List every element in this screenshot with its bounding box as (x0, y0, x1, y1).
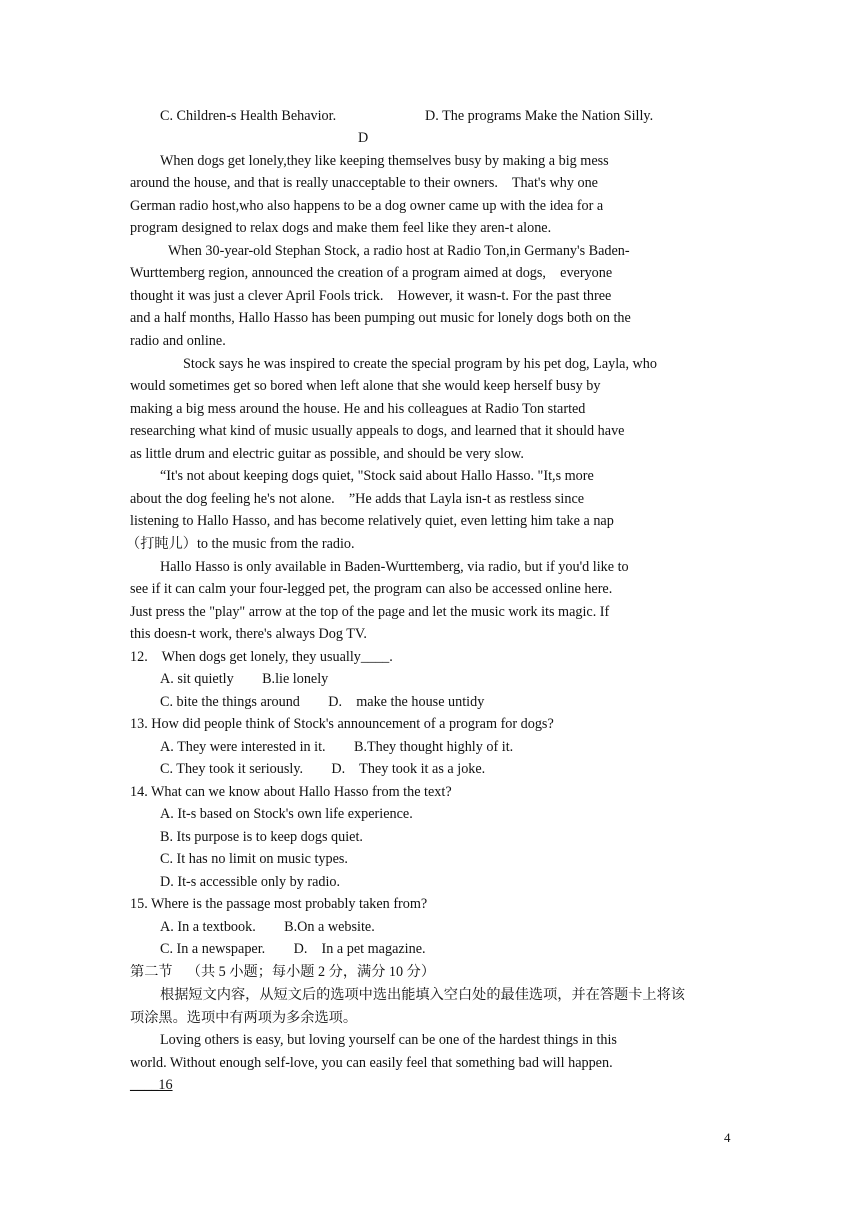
question-14-option: C. It has no limit on music types. (160, 851, 348, 867)
passage-line: When dogs get lonely,they like keeping themselves busy by making a big mess (160, 153, 609, 169)
passage-line: around the house, and that is really unacceptable to their owners. That's why one (130, 175, 598, 191)
passage-line: When 30-year-old Stephan Stock, a radio host at Radio Ton,in Germany's Baden- (168, 243, 630, 259)
question-14-option: B. Its purpose is to keep dogs quiet. (160, 829, 363, 845)
section-letter: D (358, 130, 369, 146)
question-13-options: A. They were interested in it. B.They thought highly of it. (160, 739, 514, 755)
passage-line: Wurttemberg region, announced the creation of a program aimed at dogs, everyone (130, 265, 613, 281)
passage-line: program designed to relax dogs and make them feel like they aren-t alone. (130, 220, 552, 236)
question-13-stem: 13. How did people think of Stock's announcement of a program for dogs? (130, 716, 554, 732)
passage-line: researching what kind of music usually appeals to dogs, and learned that it should have (130, 423, 625, 439)
question-15-options: A. In a textbook. B.On a website. (160, 919, 375, 935)
page-number: 4 (724, 1130, 731, 1145)
passage-line: and a half months, Hallo Hasso has been pumping out music for lonely dogs both on the (130, 310, 631, 326)
section-2-passage-line: world. Without enough self-love, you can easily feel that something bad will happen. (130, 1055, 613, 1071)
question-12-options: A. sit quietly B.lie lonely (160, 671, 329, 687)
section-2-heading: 第二节 （共 5 小题；每小题 2 分，满分 10 分） (130, 964, 436, 980)
question-14-option: A. It-s based on Stock's own life experience. (160, 806, 413, 822)
question-14-option: D. It-s accessible only by radio. (160, 874, 341, 890)
passage-line: about the dog feeling he's not alone. ”He adds that Layla isn-t as restless since (130, 491, 585, 507)
section-2-instruction: 项涂黑。选项中有两项为多余选项。 (130, 1010, 358, 1026)
passage-line: as little drum and electric guitar as possible, and should be very slow. (130, 446, 524, 462)
section-2-instruction: 根据短文内容，从短文后的选项中选出能填入空白处的最佳选项，并在答题卡上将该 (160, 987, 685, 1003)
passage-line: Just press the "play" arrow at the top of the page and let the music work its magic. If (130, 604, 610, 620)
passage-line: （打盹儿）to the music from the radio. (126, 536, 355, 552)
question-12-options: C. bite the things around D. make the house untidy (160, 694, 485, 710)
passage-line: making a big mess around the house. He and his colleagues at Radio Ton started (130, 401, 586, 417)
passage-line: this doesn-t work, there's always Dog TV. (130, 626, 367, 642)
passage-line: see if it can calm your four-legged pet, the program can also be accessed online here. (130, 581, 613, 597)
question-14-stem: 14. What can we know about Hallo Hasso from the text? (130, 784, 452, 800)
option-d-previous: D. The programs Make the Nation Silly. (425, 108, 654, 124)
option-c-previous: C. Children-s Health Behavior. (160, 108, 337, 124)
question-12-stem: 12. When dogs get lonely, they usually____. (130, 649, 393, 665)
passage-line: would sometimes get so bored when left alone that she would keep herself busy by (130, 378, 601, 394)
passage-line: “It's not about keeping dogs quiet, "Stock said about Hallo Hasso. "It,s more (160, 468, 594, 484)
question-15-options: C. In a newspaper. D. In a pet magazine. (160, 941, 426, 957)
section-2-passage-line: Loving others is easy, but loving yourself can be one of the hardest things in this (160, 1032, 617, 1048)
passage-line: Hallo Hasso is only available in Baden-Wurttemberg, via radio, but if you'd like to (160, 559, 629, 575)
passage-line: listening to Hallo Hasso, and has become relatively quiet, even letting him take a nap (130, 513, 614, 529)
passage-line: radio and online. (130, 333, 226, 349)
passage-line: German radio host,who also happens to be a dog owner came up with the idea for a (130, 198, 604, 214)
blank-16: ____16 (130, 1077, 173, 1093)
passage-line: Stock says he was inspired to create the special program by his pet dog, Layla, who (183, 356, 657, 372)
question-13-options: C. They took it seriously. D. They took it as a joke. (160, 761, 486, 777)
question-15-stem: 15. Where is the passage most probably taken from? (130, 896, 428, 912)
passage-line: thought it was just a clever April Fools trick. However, it wasn-t. For the past three (130, 288, 612, 304)
